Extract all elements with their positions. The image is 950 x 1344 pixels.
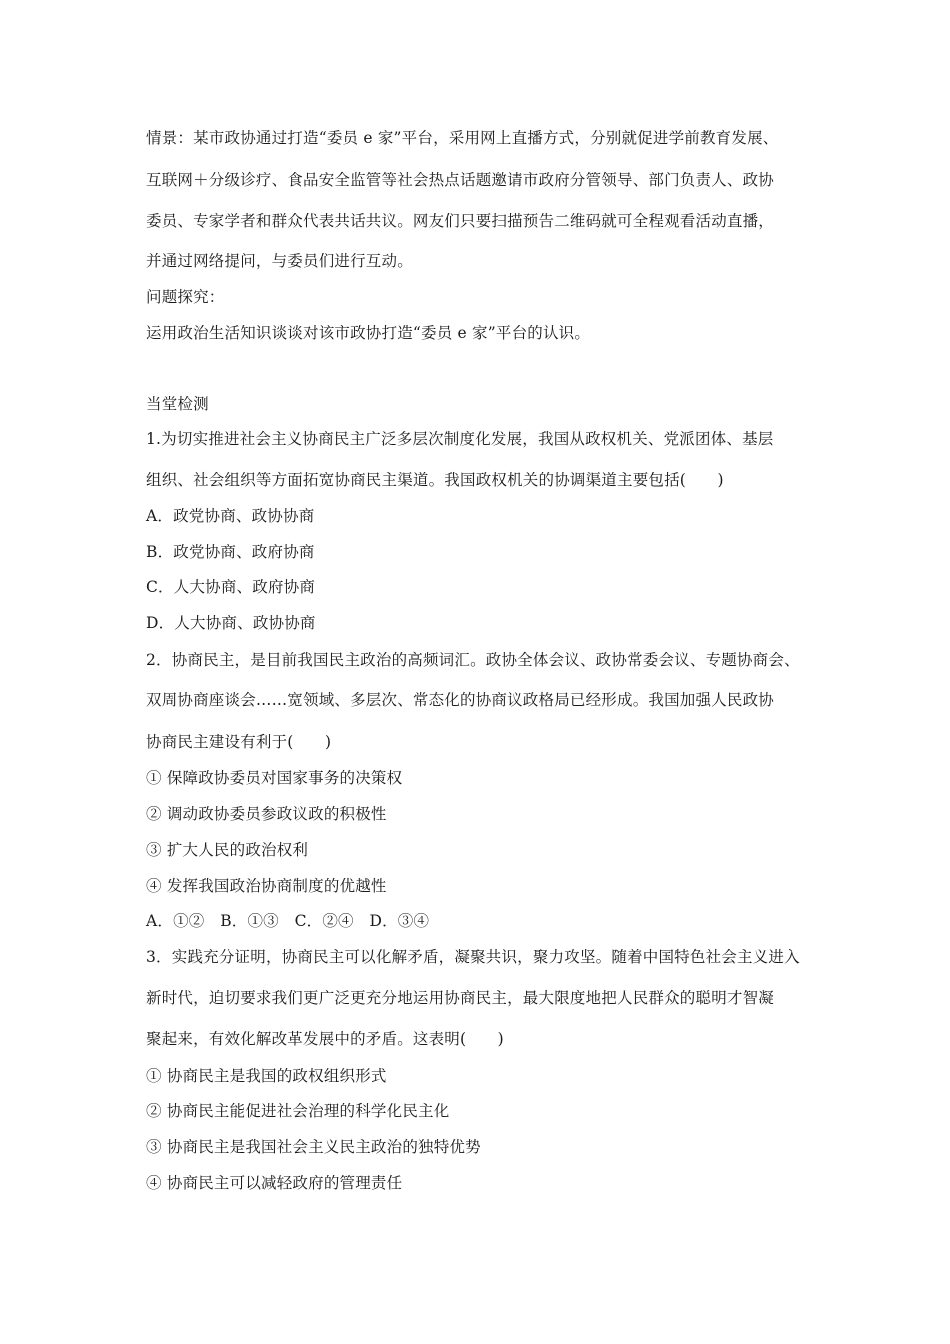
q3-item-1: ① 协商民主是我国的政权组织形式 [146,1067,387,1085]
q1-line-2: 组织、社会组织等方面拓宽协商民主渠道。我国政权机关的协调渠道主要包括( ) [146,471,724,489]
q1-option-c: C．人大协商、政府协商 [146,578,316,596]
q1-line-1: 1.为切实推进社会主义协商民主广泛多层次制度化发展，我国从政权机关、党派团体、基层 [146,430,774,448]
q2-item-4: ④ 发挥我国政治协商制度的优越性 [146,877,387,895]
scenario-line-3: 委员、专家学者和群众代表共话共议。网友们只要扫描预告二维码就可全程观看活动直播， [146,212,775,230]
q3-item-4: ④ 协商民主可以减轻政府的管理责任 [146,1174,403,1192]
scenario-line-1: 情景：某市政协通过打造“委员 e 家”平台，采用网上直播方式，分别就促进学前教育发展、 [146,129,779,147]
q2-options: A．①② B．①③ C．②④ D．③④ [146,912,430,930]
q3-line-1: 3．实践充分证明，协商民主可以化解矛盾，凝聚共识，聚力攻坚。随着中国特色社会主义进入 [146,948,800,966]
q1-option-d: D．人大协商、政协协商 [146,614,316,632]
section-title: 当堂检测 [146,395,209,413]
q2-line-1: 2．协商民主，是目前我国民主政治的高频词汇。政协全体会议、政协常委会议、专题协商会、 [146,651,800,669]
q2-item-1: ① 保障政协委员对国家事务的决策权 [146,769,403,787]
scenario-line-2: 互联网＋分级诊疗、食品安全监管等社会热点话题邀请市政府分管领导、部门负责人、政协 [146,171,775,189]
q3-item-3: ③ 协商民主是我国社会主义民主政治的独特优势 [146,1138,481,1156]
q1-option-b: B．政党协商、政府协商 [146,543,315,561]
q2-item-3: ③ 扩大人民的政治权利 [146,841,309,859]
q2-item-2: ② 调动政协委员参政议政的积极性 [146,805,387,823]
question-heading: 问题探究： [146,288,225,306]
q2-line-2: 双周协商座谈会……宽领域、多层次、常态化的协商议政格局已经形成。我国加强人民政协 [146,691,775,709]
q3-line-2: 新时代，迫切要求我们更广泛更充分地运用协商民主，最大限度地把人民群众的聪明才智凝 [146,989,775,1007]
q3-item-2: ② 协商民主能促进社会治理的科学化民主化 [146,1102,450,1120]
q2-line-3: 协商民主建设有利于( ) [146,733,332,751]
q1-option-a: A．政党协商、政协协商 [146,507,315,525]
question-text: 运用政治生活知识谈谈对该市政协打造“委员 e 家”平台的认识。 [146,324,591,342]
q3-line-3: 聚起来，有效化解改革发展中的矛盾。这表明( ) [146,1030,504,1048]
scenario-line-4: 并通过网络提问，与委员们进行互动。 [146,252,413,270]
